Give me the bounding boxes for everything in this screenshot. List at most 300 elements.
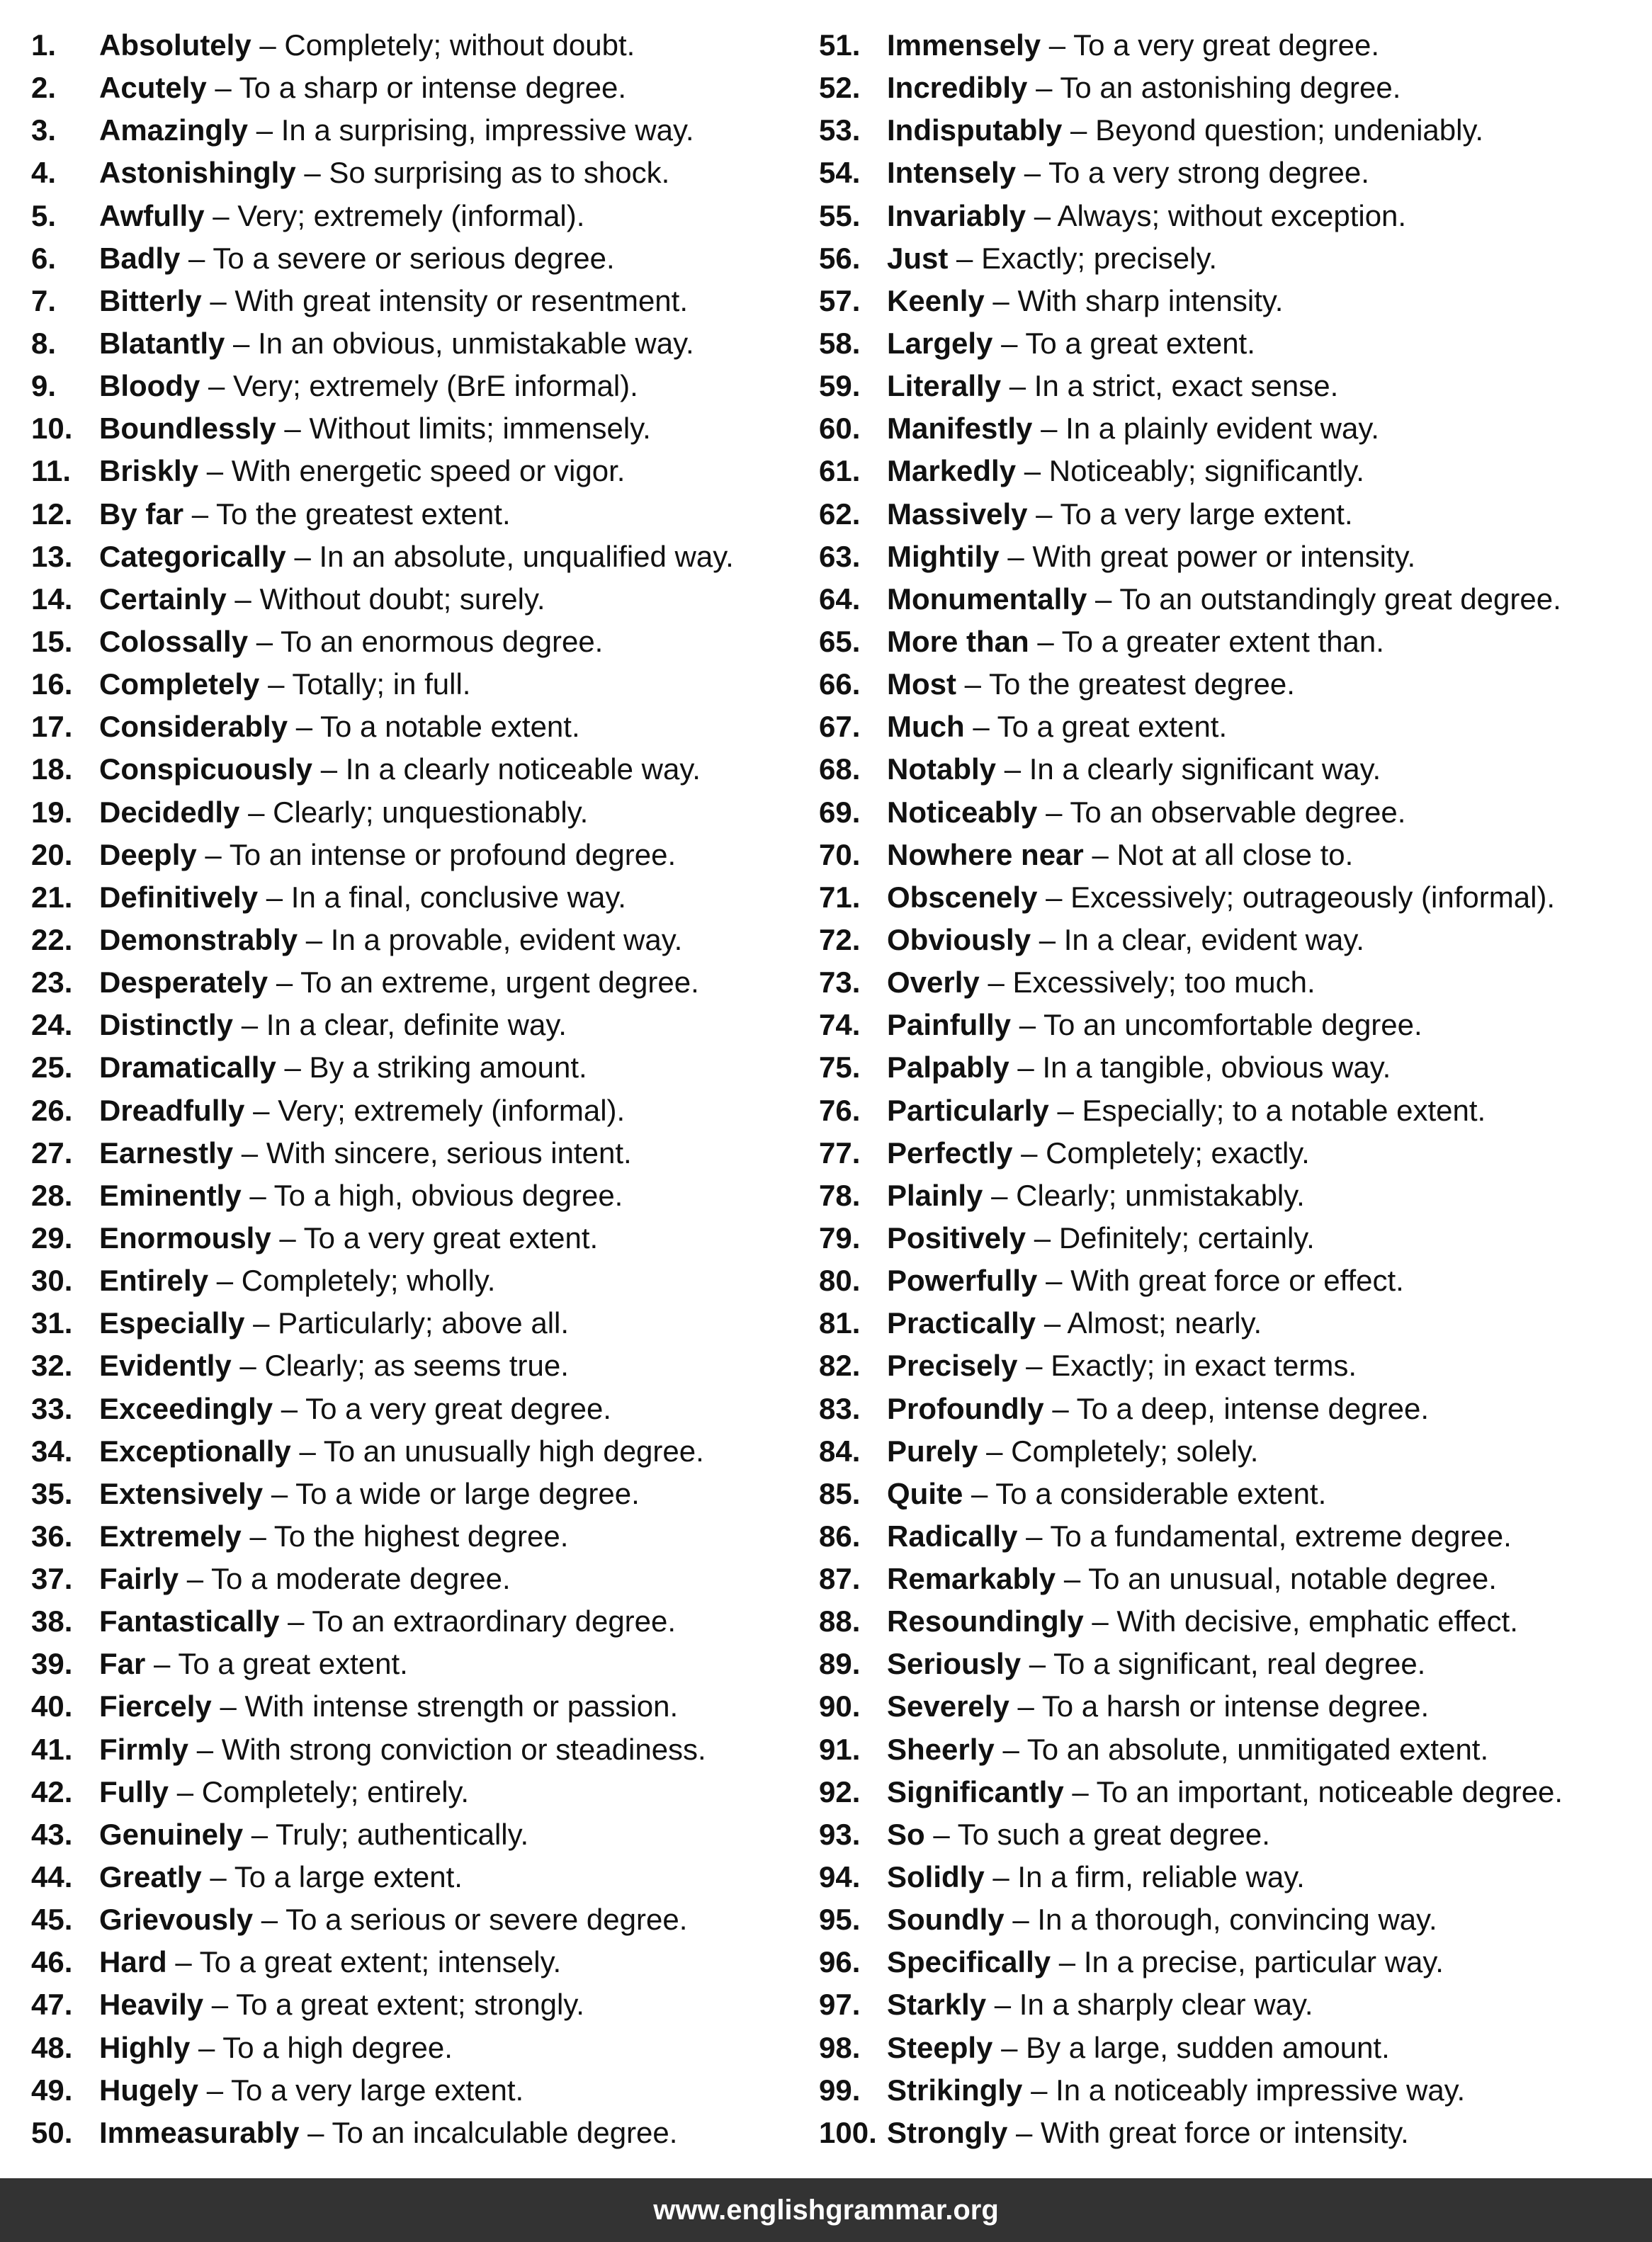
- item-definition: With intense strength or passion.: [244, 1689, 679, 1723]
- item-separator: –: [1009, 369, 1026, 403]
- item-definition: To an unusually high degree.: [323, 1434, 704, 1468]
- item-separator: –: [304, 156, 321, 190]
- list-item: [819, 24, 1634, 67]
- item-definition: To a very strong degree.: [1048, 156, 1369, 190]
- item-separator: –: [1034, 198, 1051, 232]
- item-term: Practically: [887, 1306, 1036, 1340]
- item-term: Massively: [887, 497, 1028, 531]
- list-item: [31, 1089, 796, 1132]
- item-separator: –: [1024, 156, 1041, 190]
- item-term: Exceptionally: [99, 1434, 291, 1468]
- item-number: 90.: [819, 1689, 861, 1723]
- item-separator: –: [233, 326, 250, 360]
- item-number: 66.: [819, 667, 861, 701]
- item-number: 22.: [31, 922, 73, 956]
- item-definition: To an enormous degree.: [281, 624, 604, 658]
- list-item: [819, 663, 1634, 706]
- item-number: 75.: [819, 1051, 861, 1085]
- item-separator: –: [299, 1434, 316, 1468]
- item-body: [887, 407, 1379, 450]
- item-term: Resoundingly: [887, 1604, 1084, 1638]
- item-number: 42.: [31, 1774, 73, 1808]
- item-term: Strongly: [887, 2115, 1008, 2149]
- item-number: 21.: [31, 880, 73, 914]
- item-term: Definitively: [99, 880, 259, 914]
- list-item: [31, 1813, 796, 1856]
- item-body: [99, 109, 694, 152]
- item-separator: –: [1001, 326, 1018, 360]
- item-number: 17.: [31, 710, 73, 744]
- item-separator: –: [253, 1306, 270, 1340]
- item-separator: –: [1026, 1349, 1043, 1383]
- item-body: [99, 1898, 687, 1941]
- item-number: 35.: [31, 1476, 73, 1510]
- item-number: 79.: [819, 1221, 861, 1255]
- item-body: [887, 1685, 1429, 1728]
- list-item: [31, 876, 796, 919]
- item-term: Boundlessly: [99, 412, 276, 446]
- item-term: Completely: [99, 667, 260, 701]
- item-body: [99, 493, 511, 536]
- item-definition: Excessively; outrageously (informal).: [1070, 880, 1556, 914]
- item-separator: –: [1017, 1689, 1034, 1723]
- item-separator: –: [1052, 1391, 1069, 1425]
- item-body: [887, 1302, 1262, 1344]
- item-term: Absolutely: [99, 28, 251, 62]
- item-separator: –: [251, 1817, 268, 1851]
- item-term: Badly: [99, 241, 181, 275]
- item-body: [99, 663, 470, 706]
- item-definition: In a precise, particular way.: [1083, 1945, 1444, 1979]
- item-separator: –: [1046, 880, 1063, 914]
- item-body: [99, 1430, 704, 1473]
- item-separator: –: [1057, 1093, 1074, 1127]
- list-item: [31, 2112, 796, 2154]
- list-item: [819, 791, 1634, 834]
- item-definition: With decisive, emphatic effect.: [1116, 1604, 1518, 1638]
- item-term: Significantly: [887, 1774, 1064, 1808]
- item-number: 30.: [31, 1264, 73, 1298]
- list-item: [31, 834, 796, 876]
- item-body: [99, 1089, 625, 1132]
- item-number: 78.: [819, 1178, 861, 1212]
- item-separator: –: [1095, 582, 1112, 616]
- item-definition: With sharp intensity.: [1017, 283, 1284, 317]
- item-term: Greatly: [99, 1860, 202, 1894]
- item-body: [887, 1941, 1444, 1983]
- item-number: 100.: [819, 2115, 877, 2149]
- item-term: Certainly: [99, 582, 227, 616]
- item-definition: Completely; solely.: [1011, 1434, 1259, 1468]
- item-number: 62.: [819, 497, 861, 531]
- item-definition: To a fundamental, extreme degree.: [1050, 1519, 1512, 1553]
- item-term: Enormously: [99, 1221, 271, 1255]
- list-item: [31, 237, 796, 280]
- item-term: Solidly: [887, 1860, 985, 1894]
- item-definition: With energetic speed or vigor.: [231, 454, 626, 488]
- list-item: [31, 322, 796, 365]
- item-body: [887, 961, 1316, 1004]
- item-number: 76.: [819, 1093, 861, 1127]
- item-definition: To an astonishing degree.: [1060, 71, 1401, 105]
- item-body: [99, 1856, 463, 1898]
- item-term: Manifestly: [887, 412, 1033, 446]
- list-item: [31, 1473, 796, 1515]
- item-body: [99, 365, 638, 407]
- item-definition: Particularly; above all.: [278, 1306, 570, 1340]
- item-term: Hugely: [99, 2073, 199, 2107]
- item-definition: Beyond question; undeniably.: [1095, 113, 1484, 147]
- item-separator: –: [154, 1647, 171, 1681]
- item-body: [99, 2069, 524, 2112]
- list-item: [819, 1898, 1634, 1941]
- word-list-left-column: [31, 24, 796, 2154]
- item-number: 12.: [31, 497, 73, 531]
- item-body: [99, 834, 676, 876]
- item-separator: –: [1026, 1519, 1043, 1553]
- list-item: [31, 1643, 796, 1685]
- item-separator: –: [1036, 497, 1053, 531]
- item-term: Especially: [99, 1306, 245, 1340]
- item-term: Severely: [887, 1689, 1009, 1723]
- item-separator: –: [320, 752, 338, 786]
- list-item: [819, 1515, 1634, 1558]
- item-number: 81.: [819, 1306, 861, 1340]
- item-body: [887, 24, 1379, 67]
- list-item: [819, 1217, 1634, 1259]
- list-item: [31, 280, 796, 322]
- list-item: [819, 109, 1634, 152]
- list-item: [819, 2112, 1634, 2154]
- item-term: Awfully: [99, 198, 205, 232]
- item-separator: –: [1046, 795, 1063, 829]
- item-separator: –: [1072, 1774, 1089, 1808]
- list-item: [819, 1600, 1634, 1643]
- item-number: 94.: [819, 1860, 861, 1894]
- item-definition: Definitely; certainly.: [1058, 1221, 1315, 1255]
- item-term: Dreadfully: [99, 1093, 245, 1127]
- item-term: Eminently: [99, 1178, 242, 1212]
- item-body: [99, 1728, 706, 1771]
- item-term: Distinctly: [99, 1008, 234, 1042]
- item-definition: Always; without exception.: [1057, 198, 1407, 232]
- item-definition: With great intensity or resentment.: [234, 283, 689, 317]
- item-number: 72.: [819, 922, 861, 956]
- item-number: 95.: [819, 1903, 861, 1937]
- item-body: [99, 280, 688, 322]
- item-separator: –: [992, 283, 1009, 317]
- item-definition: To a great extent; intensely.: [199, 1945, 562, 1979]
- item-separator: –: [241, 1008, 259, 1042]
- item-number: 31.: [31, 1306, 73, 1340]
- item-body: [887, 280, 1283, 322]
- item-number: 34.: [31, 1434, 73, 1468]
- item-body: [887, 322, 1255, 365]
- item-separator: –: [1031, 2073, 1048, 2107]
- item-number: 74.: [819, 1008, 861, 1042]
- item-body: [99, 195, 584, 237]
- item-definition: To a harsh or intense degree.: [1041, 1689, 1430, 1723]
- list-item: [819, 1004, 1634, 1046]
- list-item: [31, 109, 796, 152]
- list-item: [819, 1089, 1634, 1132]
- list-item: [819, 237, 1634, 280]
- item-definition: Exactly; in exact terms.: [1051, 1349, 1357, 1383]
- item-body: [887, 109, 1483, 152]
- list-item: [31, 1388, 796, 1430]
- item-separator: –: [261, 1903, 278, 1937]
- item-body: [887, 493, 1353, 536]
- item-definition: To an intense or profound degree.: [229, 837, 677, 871]
- item-term: Categorically: [99, 539, 286, 573]
- item-body: [887, 1132, 1310, 1174]
- item-term: Mightily: [887, 539, 1000, 573]
- list-item: [819, 152, 1634, 194]
- list-item: [31, 1898, 796, 1941]
- item-term: Sheerly: [887, 1732, 995, 1766]
- item-definition: With strong conviction or steadiness.: [221, 1732, 706, 1766]
- item-number: 1.: [31, 28, 57, 62]
- item-separator: –: [239, 1349, 256, 1383]
- list-item: [819, 407, 1634, 450]
- item-definition: To a greater extent than.: [1061, 624, 1384, 658]
- list-item: [819, 1259, 1634, 1302]
- item-term: Specifically: [887, 1945, 1051, 1979]
- list-item: [31, 365, 796, 407]
- item-term: Soundly: [887, 1903, 1005, 1937]
- list-item: [31, 1771, 796, 1813]
- item-term: More than: [887, 624, 1029, 658]
- item-number: 41.: [31, 1732, 73, 1766]
- item-number: 68.: [819, 752, 861, 786]
- item-definition: In a strict, exact sense.: [1034, 369, 1339, 403]
- item-term: Exceedingly: [99, 1391, 273, 1425]
- item-separator: –: [1037, 624, 1054, 658]
- item-term: Fully: [99, 1774, 169, 1808]
- item-body: [99, 1685, 678, 1728]
- item-definition: By a large, sudden amount.: [1026, 2030, 1390, 2064]
- item-definition: In a sharply clear way.: [1019, 1988, 1313, 2022]
- item-definition: In an absolute, unqualified way.: [319, 539, 734, 573]
- list-item: [819, 1941, 1634, 1983]
- list-item: [31, 1941, 796, 1983]
- item-body: [887, 152, 1369, 194]
- item-definition: Very; extremely (informal).: [278, 1093, 626, 1127]
- item-separator: –: [1046, 1264, 1063, 1298]
- item-definition: With great force or effect.: [1070, 1264, 1404, 1298]
- item-body: [887, 2112, 1409, 2154]
- item-definition: Completely; entirely.: [201, 1774, 470, 1808]
- item-definition: To an important, noticeable degree.: [1096, 1774, 1563, 1808]
- item-number: 97.: [819, 1988, 861, 2022]
- list-item: [31, 1174, 796, 1217]
- item-number: 65.: [819, 624, 861, 658]
- item-separator: –: [241, 1136, 259, 1170]
- item-definition: In a provable, evident way.: [330, 922, 683, 956]
- item-number: 77.: [819, 1136, 861, 1170]
- item-body: [887, 919, 1364, 961]
- item-body: [99, 578, 545, 621]
- list-item: [819, 919, 1634, 961]
- list-item: [819, 1046, 1634, 1089]
- item-number: 53.: [819, 113, 861, 147]
- item-separator: –: [1024, 454, 1041, 488]
- item-body: [99, 1771, 469, 1813]
- item-body: [887, 876, 1555, 919]
- item-definition: In a clearly significant way.: [1029, 752, 1381, 786]
- item-number: 43.: [31, 1817, 73, 1851]
- item-definition: In a tangible, obvious way.: [1042, 1051, 1391, 1085]
- item-definition: To a deep, intense degree.: [1076, 1391, 1429, 1425]
- item-term: Entirely: [99, 1264, 209, 1298]
- list-item: [819, 195, 1634, 237]
- list-item: [31, 961, 796, 1004]
- item-separator: –: [249, 1178, 266, 1212]
- item-number: 6.: [31, 241, 57, 275]
- item-body: [99, 748, 701, 791]
- item-body: [99, 706, 580, 748]
- item-number: 50.: [31, 2115, 73, 2149]
- item-definition: To a very great extent.: [303, 1221, 599, 1255]
- item-term: Heavily: [99, 1988, 204, 2022]
- item-number: 69.: [819, 795, 861, 829]
- item-number: 18.: [31, 752, 73, 786]
- item-term: Purely: [887, 1434, 978, 1468]
- item-number: 64.: [819, 582, 861, 616]
- item-term: Notably: [887, 752, 997, 786]
- item-separator: –: [1007, 539, 1024, 573]
- item-separator: –: [1063, 1562, 1081, 1596]
- item-term: Literally: [887, 369, 1002, 403]
- item-body: [99, 1217, 598, 1259]
- item-definition: To an extreme, urgent degree.: [300, 966, 699, 1000]
- item-separator: –: [295, 710, 313, 744]
- item-term: Far: [99, 1647, 146, 1681]
- item-separator: –: [956, 241, 973, 275]
- item-term: Radically: [887, 1519, 1018, 1553]
- item-separator: –: [988, 966, 1005, 1000]
- item-number: 83.: [819, 1391, 861, 1425]
- item-term: Remarkably: [887, 1562, 1056, 1596]
- list-item: [819, 1473, 1634, 1515]
- item-term: Starkly: [887, 1988, 987, 2022]
- item-term: Conspicuously: [99, 752, 313, 786]
- item-separator: –: [1070, 113, 1087, 147]
- item-body: [99, 1558, 511, 1600]
- item-body: [99, 1813, 528, 1856]
- item-separator: –: [205, 837, 222, 871]
- item-separator: –: [986, 1434, 1003, 1468]
- item-separator: –: [1019, 1008, 1036, 1042]
- item-term: Bloody: [99, 369, 200, 403]
- item-definition: To a high degree.: [222, 2030, 453, 2064]
- item-body: [99, 1174, 623, 1217]
- item-separator: –: [210, 1860, 227, 1894]
- item-separator: –: [994, 1988, 1012, 2022]
- item-term: Monumentally: [887, 582, 1087, 616]
- item-definition: In a clear, definite way.: [266, 1008, 567, 1042]
- item-body: [99, 919, 682, 961]
- list-item: [819, 493, 1634, 536]
- list-item: [31, 663, 796, 706]
- item-definition: To an incalculable degree.: [332, 2115, 678, 2149]
- item-number: 80.: [819, 1264, 861, 1298]
- item-term: Precisely: [887, 1349, 1018, 1383]
- item-separator: –: [175, 1945, 192, 1979]
- item-term: Largely: [887, 326, 993, 360]
- item-number: 11.: [31, 454, 72, 488]
- list-item: [819, 1685, 1634, 1728]
- list-item: [819, 1302, 1634, 1344]
- list-item: [819, 536, 1634, 578]
- footer-website-link[interactable]: www.englishgrammar.org: [653, 2194, 999, 2226]
- item-body: [99, 1004, 567, 1046]
- item-body: [887, 1046, 1391, 1089]
- item-separator: –: [248, 795, 265, 829]
- item-separator: –: [215, 71, 232, 105]
- item-separator: –: [220, 1689, 237, 1723]
- item-term: Overly: [887, 966, 980, 1000]
- item-number: 9.: [31, 369, 57, 403]
- list-item: [819, 1728, 1634, 1771]
- item-body: [887, 1515, 1512, 1558]
- item-separator: –: [213, 198, 230, 232]
- item-term: Immensely: [887, 28, 1041, 62]
- list-item: [819, 365, 1634, 407]
- item-term: Fantastically: [99, 1604, 280, 1638]
- item-term: Highly: [99, 2030, 191, 2064]
- item-definition: Truly; authentically.: [276, 1817, 529, 1851]
- list-item: [31, 706, 796, 748]
- item-separator: –: [206, 454, 224, 488]
- item-body: [99, 1344, 569, 1387]
- item-body: [99, 322, 694, 365]
- item-number: 71.: [819, 880, 861, 914]
- item-separator: –: [992, 1860, 1009, 1894]
- item-separator: –: [186, 1562, 204, 1596]
- item-body: [887, 1898, 1437, 1941]
- item-definition: In a clearly noticeable way.: [345, 752, 701, 786]
- item-term: Earnestly: [99, 1136, 234, 1170]
- item-definition: To a significant, real degree.: [1053, 1647, 1426, 1681]
- item-body: [99, 1983, 584, 2026]
- item-number: 93.: [819, 1817, 861, 1851]
- list-item: [31, 152, 796, 194]
- item-number: 3.: [31, 113, 57, 147]
- item-definition: To a very large extent.: [1060, 497, 1353, 531]
- item-term: Demonstrably: [99, 922, 298, 956]
- item-term: Deeply: [99, 837, 197, 871]
- item-body: [99, 2027, 453, 2069]
- item-term: Quite: [887, 1476, 963, 1510]
- item-body: [99, 1515, 568, 1558]
- item-number: 28.: [31, 1178, 73, 1212]
- item-body: [887, 578, 1561, 621]
- item-definition: In a final, conclusive way.: [290, 880, 626, 914]
- item-number: 87.: [819, 1562, 861, 1596]
- item-body: [99, 621, 603, 663]
- item-separator: –: [259, 28, 276, 62]
- item-body: [887, 1174, 1305, 1217]
- item-term: Dramatically: [99, 1051, 276, 1085]
- item-separator: –: [1034, 1221, 1051, 1255]
- item-definition: Not at all close to.: [1116, 837, 1354, 871]
- list-item: [31, 1132, 796, 1174]
- item-separator: –: [256, 624, 273, 658]
- item-definition: Very; extremely (BrE informal).: [233, 369, 638, 403]
- item-separator: –: [176, 1774, 194, 1808]
- item-term: Considerably: [99, 710, 288, 744]
